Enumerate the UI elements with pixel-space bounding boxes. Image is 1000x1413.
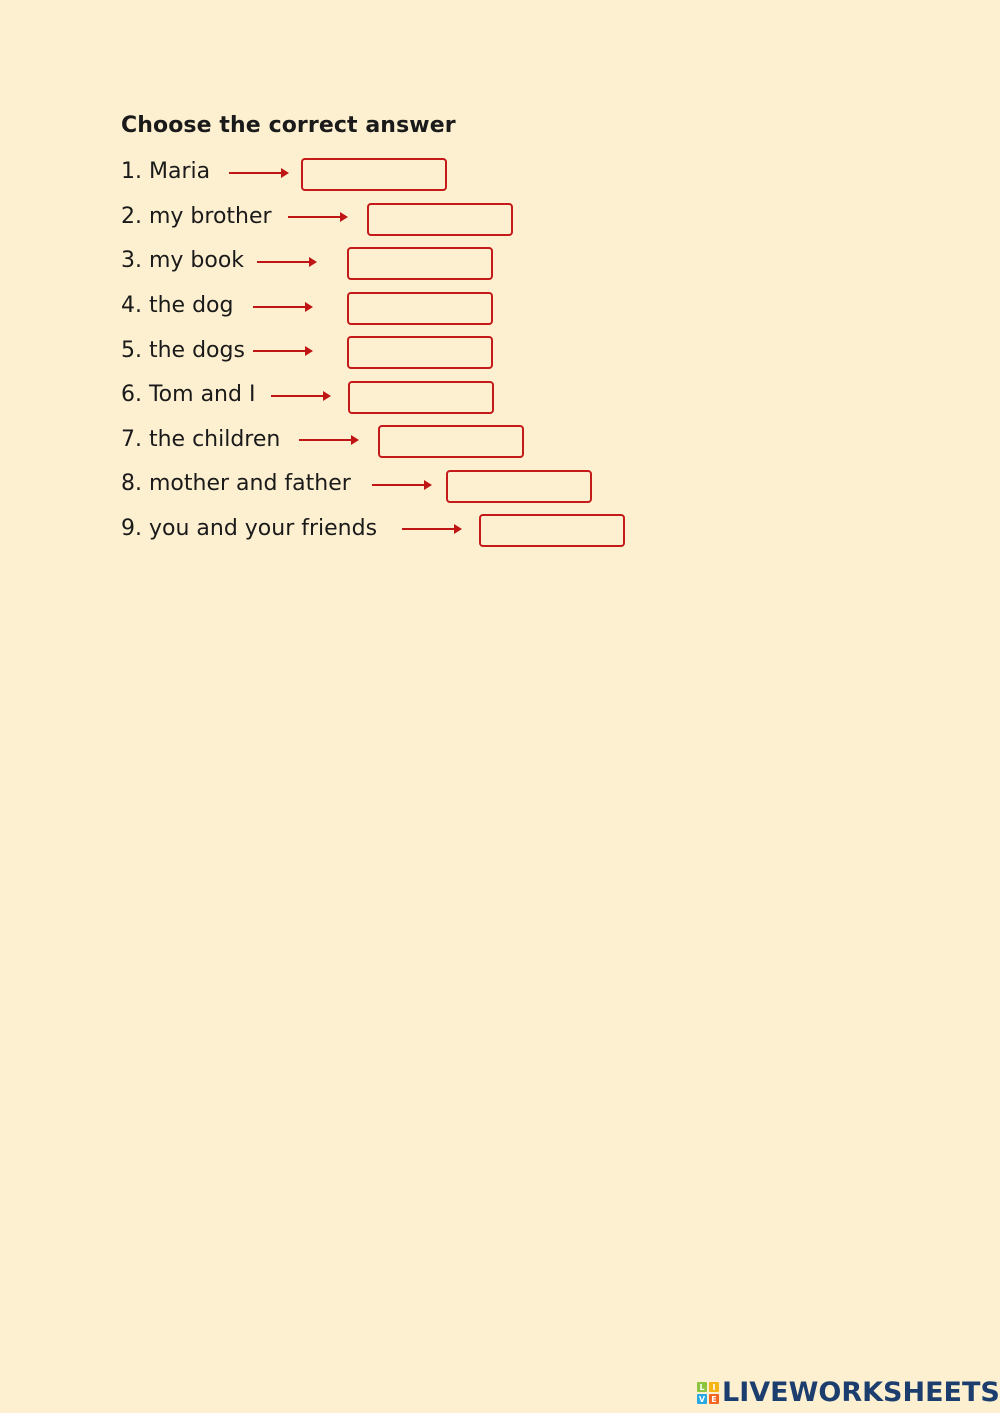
answer-box-6[interactable]	[348, 381, 494, 414]
answer-box-8[interactable]	[446, 470, 592, 503]
answer-box-7[interactable]	[378, 425, 524, 458]
liveworksheets-brand	[697, 1378, 1000, 1408]
item-label-6: 6. Tom and I	[121, 382, 256, 407]
item-label-4: 4. the dog	[121, 293, 234, 318]
logo-letter-e: E	[709, 1394, 719, 1404]
item-label-3: 3. my book	[121, 248, 245, 273]
item-label-8: 8. mother and father	[121, 471, 351, 496]
logo-letter-i: I	[709, 1382, 719, 1392]
brand-text: LIVEWORKSHEETS	[722, 1377, 1000, 1408]
arrow-right-icon	[299, 439, 357, 441]
answer-box-3[interactable]	[347, 247, 493, 280]
arrow-right-icon	[288, 216, 346, 218]
liveworksheets-logo-icon	[697, 1382, 719, 1404]
arrow-right-icon	[257, 261, 315, 263]
answer-box-2[interactable]	[367, 203, 513, 236]
arrow-right-icon	[253, 306, 311, 308]
answer-box-1[interactable]	[301, 158, 447, 191]
item-label-7: 7. the children	[121, 427, 281, 452]
answer-box-5[interactable]	[347, 336, 493, 369]
item-label-9: 9. you and your friends	[121, 516, 378, 541]
arrow-right-icon	[253, 350, 311, 352]
arrow-right-icon	[229, 172, 287, 174]
arrow-right-icon	[372, 484, 430, 486]
arrow-right-icon	[271, 395, 329, 397]
item-label-5: 5. the dogs	[121, 338, 245, 363]
logo-letter-v: V	[698, 1394, 706, 1404]
arrow-right-icon	[402, 528, 460, 530]
item-label-1: 1. Maria	[121, 159, 211, 184]
logo-letter-l: L	[697, 1382, 707, 1392]
item-label-2: 2. my brother	[121, 204, 272, 229]
answer-box-9[interactable]	[479, 514, 625, 547]
worksheet-title: Choose the correct answer	[121, 113, 456, 138]
answer-box-4[interactable]	[347, 292, 493, 325]
